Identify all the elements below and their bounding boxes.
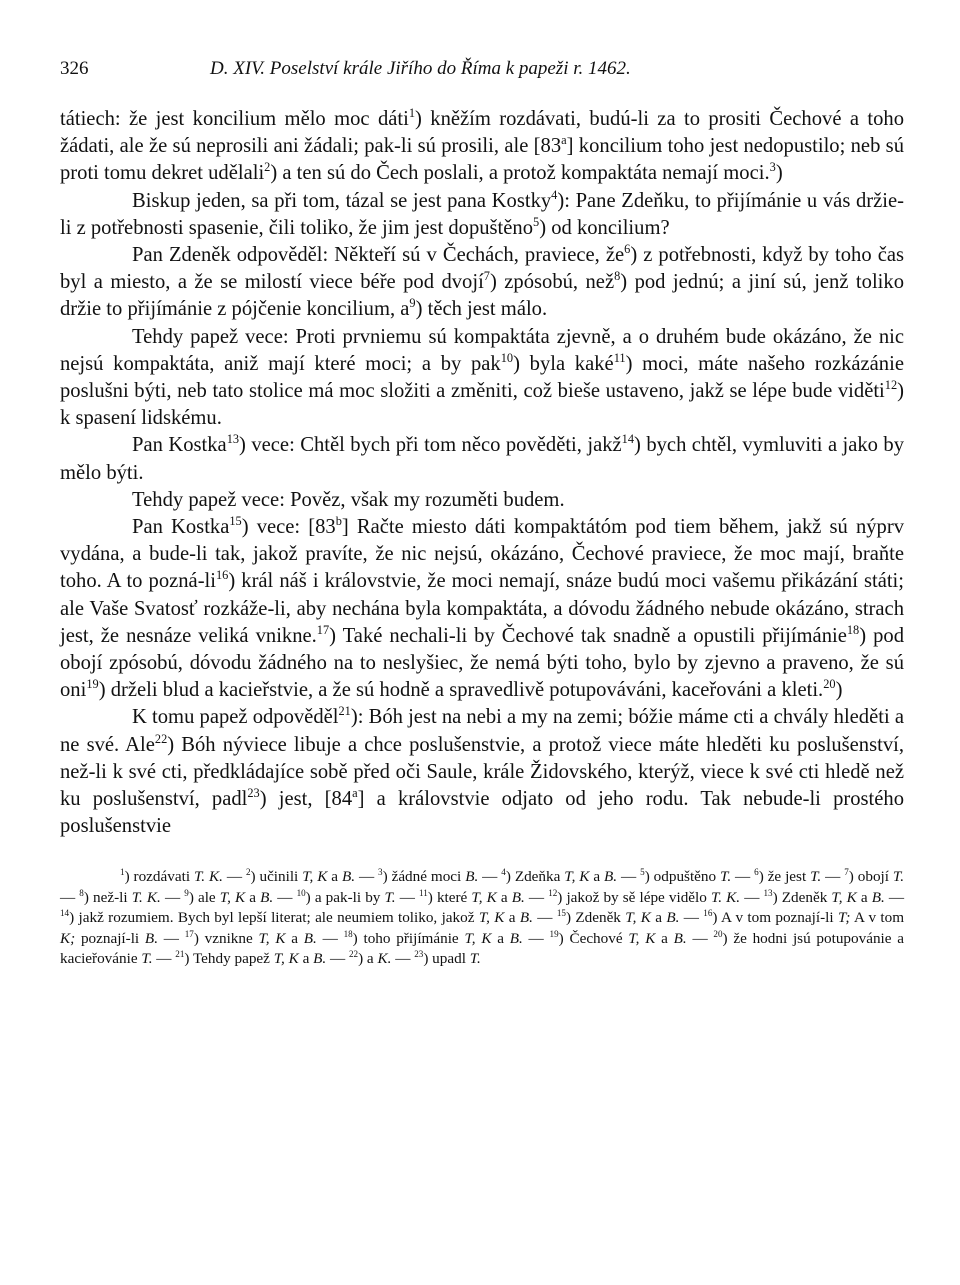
text-run: — (355, 868, 379, 886)
siglum: B. (341, 868, 356, 886)
footnote-ref: a (561, 133, 567, 148)
footnote-ref: 13 (226, 432, 240, 447)
text-run: ) které (427, 888, 472, 906)
footnote-ref: 13 (763, 887, 773, 898)
siglum: T, K (471, 888, 497, 906)
siglum: T, K (464, 929, 492, 947)
footnote-ref: 12 (884, 378, 898, 393)
footnote-ref: 7 (844, 867, 849, 878)
text-run: — (478, 868, 502, 886)
text-run: — (326, 950, 349, 968)
footnote-ref: 17 (316, 623, 330, 637)
text-run: ): Bóh jest na nebi a my na zemi; bóžie máme cti a chvály hleděti a ne své. Ale (60, 706, 904, 756)
text-run: — (617, 868, 641, 886)
text-run: ] koncilium toho jest nedopustilo; neb sú proti tomu dekret udělali (60, 135, 904, 185)
siglum: B. (871, 888, 885, 906)
text-run: ) zpósobú, než (489, 271, 615, 294)
siglum: T. (384, 888, 396, 906)
text-run: — (821, 868, 845, 886)
footnote-ref: 14 (60, 908, 70, 919)
siglum: T. (141, 950, 153, 968)
text-run: ) (835, 679, 843, 702)
text-run: ) Také nechali-li by Čechové tak snadně a opustili přijímánie (329, 624, 847, 647)
text-run: ) že hodni jsú potupovánie a kacieřovánie (60, 929, 905, 968)
text-run: ) pod jednú; a jiní sú, jenž toliko držie to přijímánie z pójčenie koncilium, a (60, 271, 904, 321)
text-run: a (496, 888, 512, 906)
siglum: B. (519, 909, 533, 927)
siglum: T. K. (710, 888, 741, 906)
footnote-ref: 2 (264, 160, 271, 175)
footnote-ref: 9 (409, 296, 416, 311)
siglum: T, K (564, 868, 590, 886)
text-run: a (491, 929, 510, 947)
text-run: a (589, 868, 605, 886)
footnote-ref: 1 (120, 867, 125, 878)
footnote-ref: 11 (419, 887, 428, 898)
paragraph (60, 242, 904, 324)
text-run: ) vznikne (193, 929, 259, 947)
siglum: T, K (273, 950, 299, 968)
text-run: ) těch jest málo. (415, 298, 548, 321)
text-run: Tehdy papež vece: Proti prvniemu sú kompaktáta zjevně, a o druhém bude okázáno, že nic nejsú kompaktáta, aniž mají které moci; a by pak (60, 325, 904, 375)
text-run: poznají-li (75, 929, 145, 947)
siglum: T. (469, 950, 481, 968)
siglum: B. (604, 868, 618, 886)
text-run: ) Zdeňka (505, 868, 565, 886)
text-run: ) upadl (423, 950, 470, 968)
footnote-ref: 12 (548, 887, 558, 898)
text-run: ) od koncilium? (539, 216, 670, 239)
text-run: K tomu papež odpověděl (132, 706, 339, 729)
footnotes (60, 867, 904, 970)
footnote-ref: 22 (348, 949, 359, 960)
text-run: ) rozdávati (124, 868, 194, 886)
text-run: A v tom (850, 909, 905, 927)
text-run: Biskup jeden, sa při tom, tázal se jest pana Kostky (132, 189, 552, 212)
footnote-ref: 20 (713, 928, 723, 939)
running-title: D. XIV. Poselství krále Jiřího do Říma k papeži r. 1462. (210, 58, 631, 79)
text-run: ) učinili (250, 868, 303, 886)
paragraph (60, 324, 904, 433)
text-run: Tehdy papež vece: Pověz, však my rozuměti budem. (132, 488, 565, 511)
siglum: T. (892, 868, 905, 886)
footnote-ref: 16 (703, 908, 713, 919)
text-run: ) bych chtěl, vymluviti a jako by mělo býti. (60, 434, 905, 484)
siglum: T, K (302, 868, 328, 886)
body-text (60, 106, 904, 840)
siglum: T. K. (193, 868, 223, 886)
text-run: ) než-li (83, 888, 132, 906)
siglum: B. (666, 909, 680, 927)
text-run: ) moci, máte našeho rozkázánie poslušni býti, neb tato stolice má moc složiti a změniti, což bieše ustaveno, jakž se lépe bude viděti (60, 352, 904, 403)
text-run: a (245, 888, 261, 906)
text-run: — (740, 888, 764, 906)
footnote-block (60, 867, 904, 970)
document-page (60, 58, 904, 970)
text-run: — (522, 929, 550, 947)
text-run: ) král náš i královstvie, že moci nemají, snáze budú moci vašemu přikázání státi; ale Vaše Svatosť rozkáže-li, aby nechána byla kompaktáta, a dóvodu žádného nebude okázáno, strach jest, že nesnáze veliká vnikne. (60, 570, 905, 647)
text-run: — (686, 929, 714, 947)
footnote-ref: 10 (500, 350, 514, 365)
text-run: ) kněžím rozdávati, budú-li za to prositi Čechové a toho žádati, ale že sú neprosili ani žádali; pak-li sú prosili, ale [83 (60, 108, 904, 158)
siglum: B. (509, 929, 523, 947)
siglum: T, K (625, 909, 651, 927)
paragraph (60, 106, 904, 188)
text-run: Pan Kostka (132, 516, 230, 539)
footnote-ref: 15 (556, 908, 566, 919)
footnote-ref: b (335, 514, 342, 529)
text-run: a (285, 929, 304, 947)
footnote-ref: 6 (754, 867, 759, 878)
text-run: — (884, 888, 905, 906)
text-run: ] Račte miesto dáti kompaktátóm pod tiem během, jakž sú nýprv vydána, a bude-li tak, jakož pravíte, že nic nejsú, okázáno, Čechové praviece, že moc mají, braňte toho. A to pozná-li (60, 516, 905, 593)
footnote-ref: 1 (408, 106, 416, 121)
text-run: ) Čechové (558, 929, 629, 947)
text-run: ) pod obojí zpósobú, dóvodu žádného na to neslyšiec, že nemá býti toho, bylo by zjevno a praveno, že sú oni (60, 624, 904, 702)
text-run: — (160, 888, 185, 906)
text-run: ) a (358, 950, 378, 968)
siglum: T. (810, 868, 822, 886)
siglum: T; (837, 909, 851, 927)
footnote-ref: 11 (613, 350, 626, 365)
siglum: K; (60, 929, 76, 947)
footnote-ref: 16 (216, 568, 229, 583)
footnote-ref: 21 (338, 704, 351, 719)
footnote-ref: 21 (175, 949, 185, 960)
text-run: Pan Zdeněk odpověděl: Někteří sú v Čechách, praviece, že (132, 244, 625, 267)
text-run: ) vece: Chtěl bych při tom něco pověděti, jakž (239, 434, 622, 457)
footnote-ref: 5 (640, 867, 645, 878)
text-run: ) jest, [84 (259, 788, 353, 811)
siglum: B. (673, 929, 687, 947)
text-run: ) ale (188, 888, 220, 906)
siglum: B. (260, 888, 274, 906)
footnote-ref: 14 (621, 432, 635, 447)
text-run: a (650, 909, 667, 927)
siglum: T, K (831, 888, 857, 906)
footnote-ref: a (352, 786, 358, 801)
text-run: a (327, 868, 342, 886)
paragraph (60, 514, 904, 704)
text-run: — (222, 868, 246, 886)
siglum: B. (303, 929, 317, 947)
footnote-ref: 4 (551, 187, 558, 202)
siglum: B. (511, 888, 525, 906)
footnote-ref: 23 (247, 786, 260, 801)
siglum: T. K. (131, 888, 161, 906)
text-run: ) toho přijímánie (352, 929, 465, 947)
footnote-ref: 5 (533, 214, 540, 229)
footnote-ref: 20 (823, 677, 836, 692)
siglum: B. (144, 929, 158, 947)
text-run: ): Pane Zdeňku, to přijímánie u vás držie-li z potřebnosti spasenie, čili toliko, že jim jest dopuštěno (60, 189, 904, 239)
text-run: a (298, 950, 314, 968)
footnote-ref: 17 (184, 928, 194, 939)
text-run: ) a pak-li by (305, 888, 385, 906)
siglum: T, K (478, 909, 505, 927)
footnote-ref: 19 (86, 677, 99, 692)
text-run: ) k spasení lidskému. (60, 380, 904, 430)
siglum: K. (377, 950, 392, 968)
text-run: ) byla kaké (513, 352, 614, 375)
running-header (60, 58, 904, 80)
text-run: — (731, 868, 755, 886)
text-run: — (524, 888, 549, 906)
paragraph (60, 487, 904, 514)
text-run: ) žádné moci (382, 868, 466, 886)
text-run: ) Tehdy papež (184, 950, 274, 968)
text-run: tátiech: že jest koncilium mělo moc dáti (60, 108, 409, 130)
text-run: — (679, 909, 704, 927)
footnote-ref: 23 (414, 949, 424, 960)
footnote-ref: 10 (296, 887, 306, 898)
footnote-ref: 9 (184, 887, 189, 898)
siglum: B. (313, 950, 327, 968)
text-run: ) vece: [83 (241, 516, 336, 539)
footnote-ref: 3 (769, 160, 776, 175)
text-run: — (60, 888, 80, 906)
footnote-ref: 7 (483, 269, 490, 284)
text-run: a (504, 909, 520, 927)
text-run: — (152, 950, 176, 968)
text-run: ) Zdeněk (772, 888, 832, 906)
paragraph (60, 188, 904, 242)
text-run: — (316, 929, 344, 947)
siglum: T, K (628, 929, 656, 947)
text-run: a (856, 888, 872, 906)
page-number: 326 (60, 58, 89, 79)
text-run: a (655, 929, 674, 947)
siglum: B. (465, 868, 479, 886)
text-run: ) z potřebnosti, když by toho čas byl a miesto, a že se milostí viece béře pod dvojí (60, 244, 904, 294)
footnote-ref: 18 (846, 623, 860, 637)
text-run: — (273, 888, 297, 906)
text-run: ) Bóh nýviece libuje a chce poslušenstvie, a protož viece máte hleděti ku poslušenství, než-li k své cti, předkládajíce sobě před oči Saule, krále Židovského, kterýž, viece k své cti hledě než ku poslušenství, padl (60, 733, 905, 811)
text-run: — (395, 888, 419, 906)
text-run: ) jakž rozumiem. Bych byl lepší literat; ale neumiem toliko, jakož (69, 909, 479, 927)
footnote-ref: 8 (79, 887, 84, 898)
footnote-ref: 4 (501, 867, 506, 878)
paragraph (60, 432, 904, 486)
text-run: ) a ten sú do Čech poslali, a protož kompaktáta nemají moci. (270, 162, 770, 185)
footnote-ref: 3 (378, 867, 383, 878)
siglum: T. (720, 868, 732, 886)
siglum: T, K (258, 929, 286, 947)
footnote-ref: 18 (343, 928, 353, 939)
text-run: ) jakož by sě lépe vidělo (557, 888, 711, 906)
footnote-ref: 15 (229, 514, 242, 529)
footnote-ref: 6 (624, 242, 631, 257)
siglum: T, K (219, 888, 246, 906)
text-run: — (158, 929, 185, 947)
text-run: ) A v tom poznají-li (712, 909, 838, 927)
text-run: ) Zdeněk (565, 909, 626, 927)
text-run: ] a královstvie odjato od jeho rodu. Tak nebude-li prostého poslušenstvie (60, 788, 904, 838)
paragraph (60, 704, 904, 840)
text-run: Pan Kostka (132, 434, 227, 457)
text-run: ) že jest (758, 868, 811, 886)
footnote-ref: 22 (154, 731, 168, 746)
footnote-ref: 2 (245, 867, 251, 878)
text-run: ) odpuštěno (644, 868, 721, 886)
footnote-ref: 19 (549, 928, 559, 939)
text-run: ) obojí (848, 868, 893, 886)
text-run: ) drželi blud a kacieřstvie, a že sú hodně a spravedlivě potupováváni, kaceřováni a kleti. (98, 679, 824, 702)
text-run: ) (775, 162, 783, 185)
text-run: — (532, 909, 557, 927)
text-run: — (391, 950, 415, 968)
footnote-ref: 8 (614, 269, 621, 284)
